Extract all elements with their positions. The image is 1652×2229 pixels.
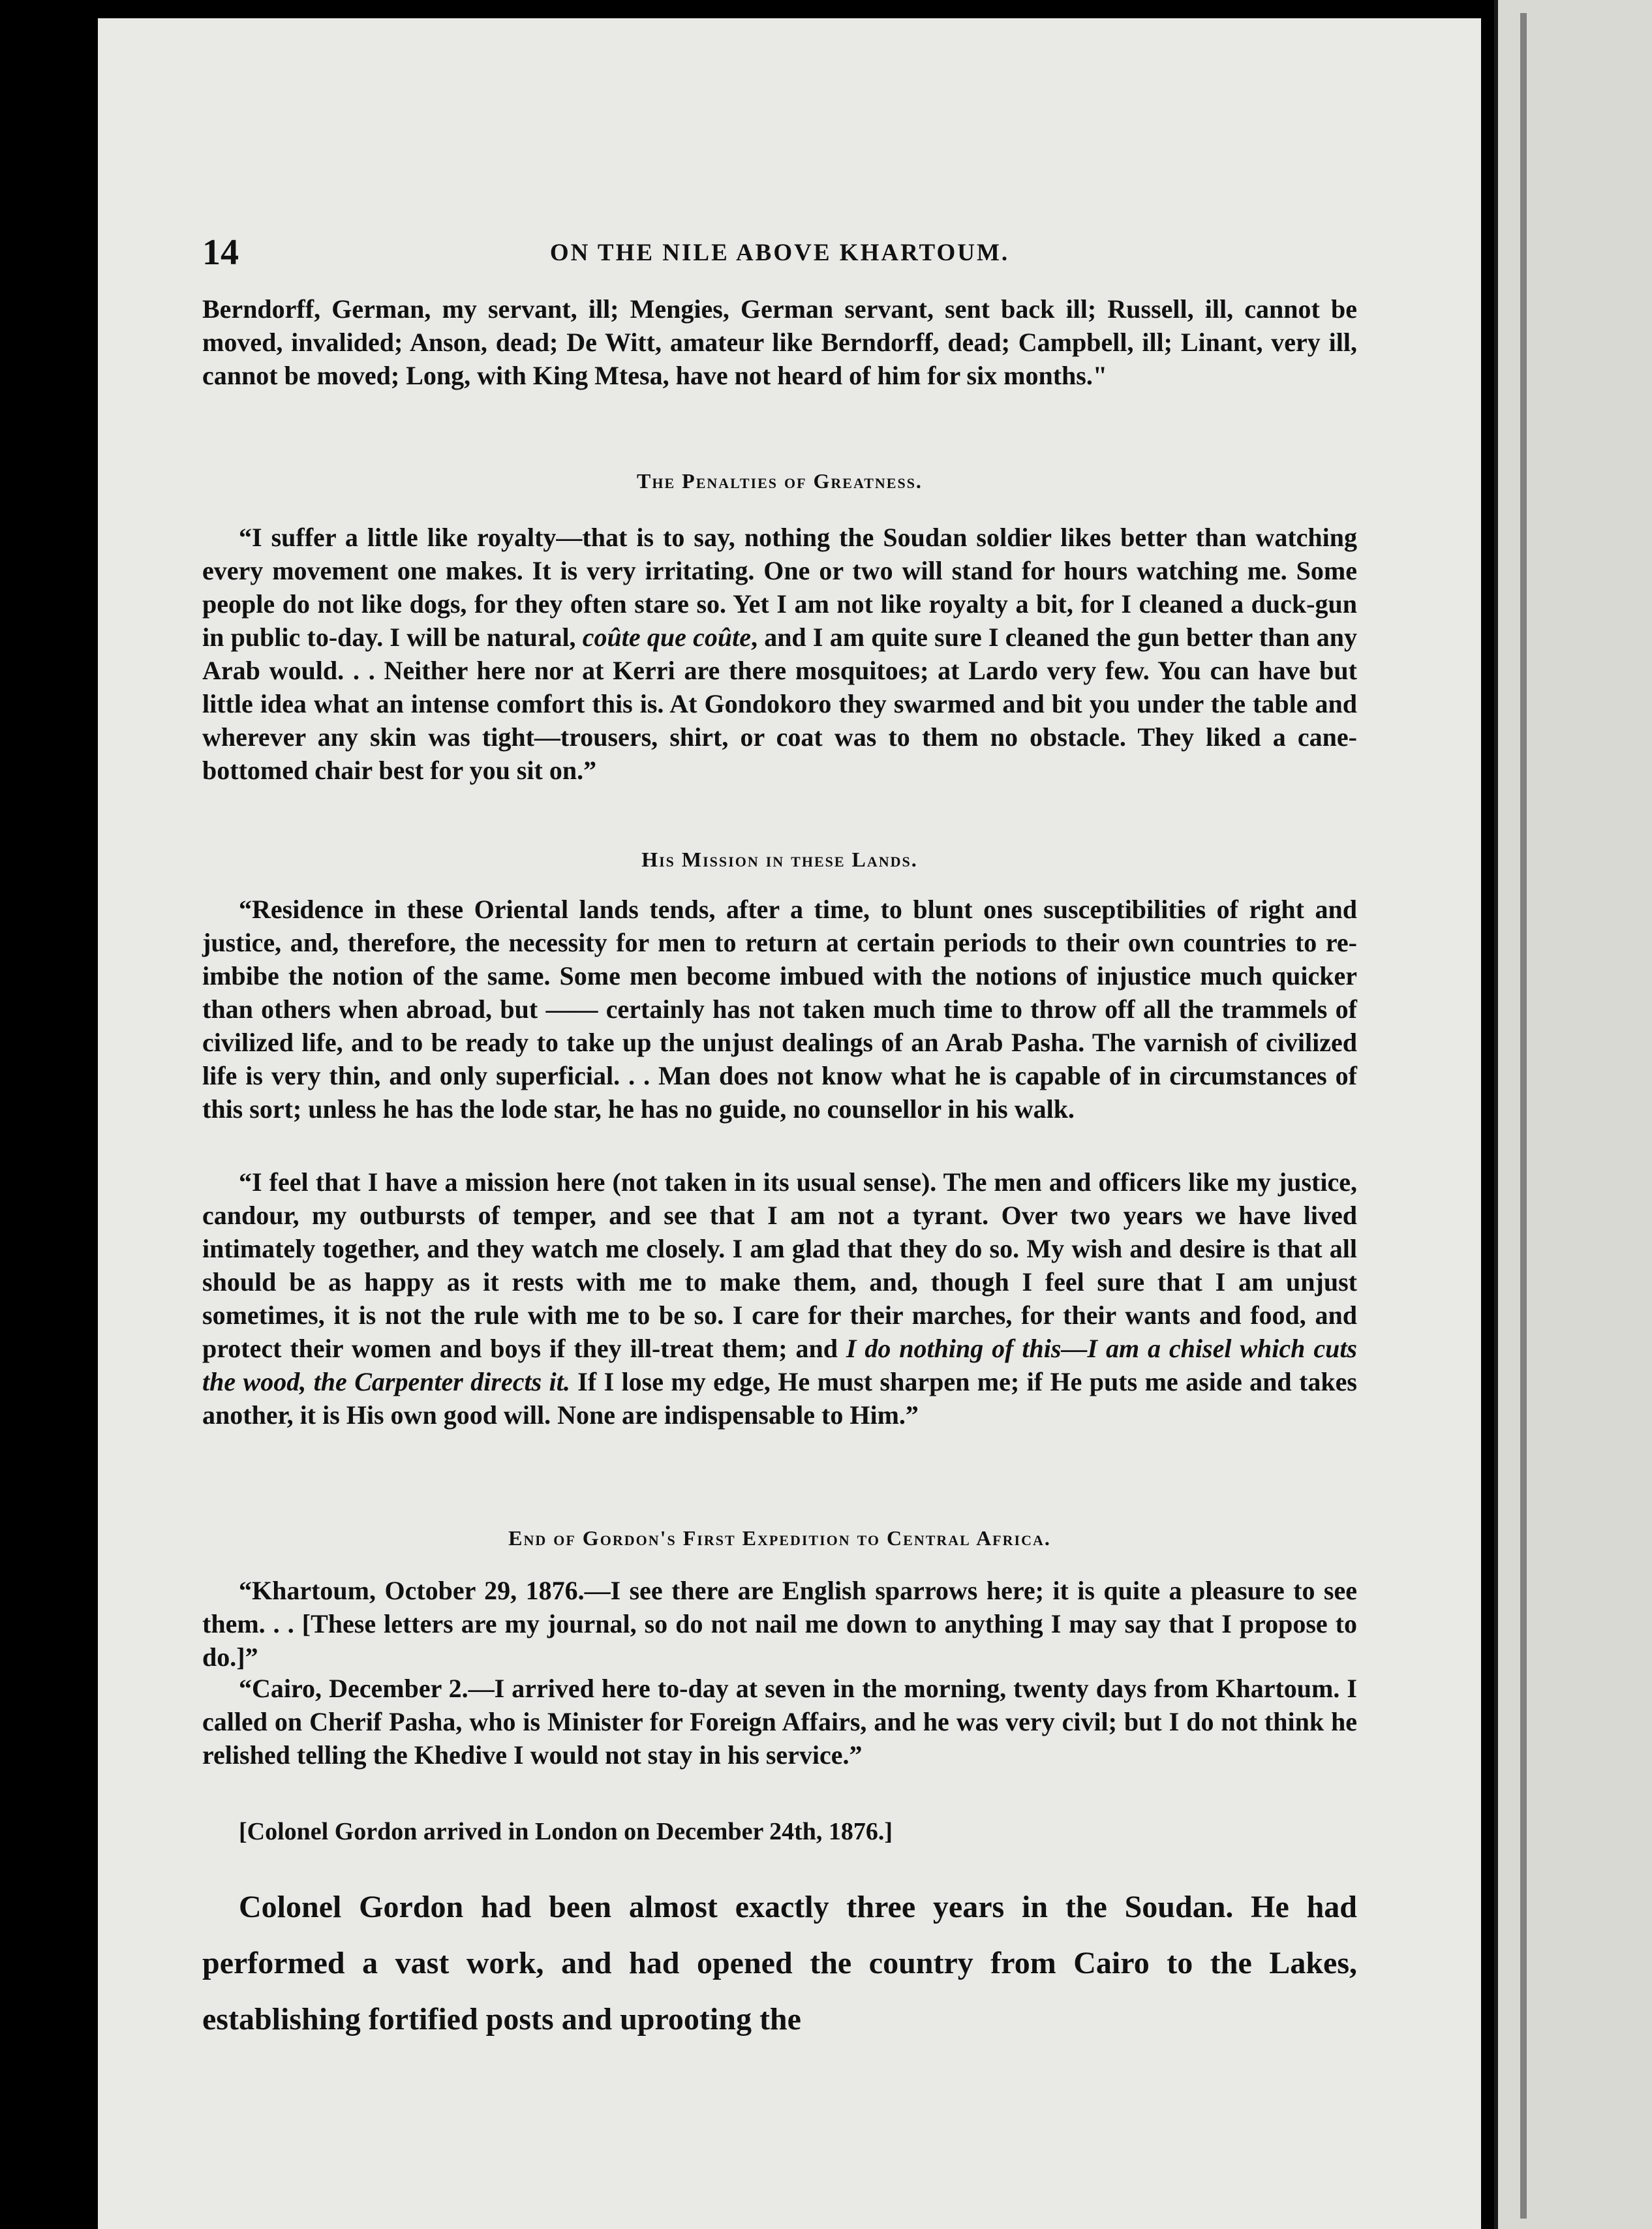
page-number: 14	[202, 232, 239, 273]
running-title: ON THE NILE ABOVE KHARTOUM.	[549, 239, 1010, 266]
closing-paragraph: Colonel Gordon had been almost exactly three years in the Soudan. He had performed a vast work, and had opened the country from Cairo to the Lakes, establishing fortified posts and uprooting the	[202, 1890, 1357, 2037]
paragraph-royalty-italic: coûte que coûte	[582, 623, 751, 652]
page-header	[202, 230, 1357, 275]
adjacent-page-edge	[1494, 0, 1652, 2229]
paragraph-mission-text-b: If I lose my edge, He must sharpen me; if He puts me aside and takes another, it is His own good will. None are indispensable to Him.”	[202, 1367, 1357, 1430]
paragraph-royalty-text-b: , and I am quite sure I cleaned the gun better than any Arab would. . . Neither here nor at Kerri are there mosquitoes; at Lardo very few. You can have but little idea what an intense comfort this is. At Gondokoro they swarmed and bit you under the table and wherever any skin was tight—trousers, shirt, or coat was to them no obstacle. They liked a cane-bottomed chair best for you sit on.”	[202, 623, 1358, 785]
paragraph-royalty	[202, 521, 1357, 787]
paragraph-mission-text-a: “I feel that I have a mission here (not taken in its usual sense). The men and officers like my justice, candour, my outbursts of temper, and see that I am not a tyrant. Over two years we have lived intimately together, and they watch me closely. I am glad that they do so. My wish and desire is that all should be as happy as it rests with me to make them, and, though I feel sure that I am unjust sometimes, it is not the rule with me to be so. I care for their marches, for their wants and food, and protect their women and boys if they ill-treat them; and	[202, 1167, 1357, 1363]
section-heading-mission: His Mission in these Lands.	[641, 848, 918, 871]
section-heading-penalties: The Penalties of Greatness.	[637, 469, 923, 493]
editorial-note: [Colonel Gordon arrived in London on December 24th, 1876.]	[239, 1818, 893, 1845]
paragraph-royalty-text-a: “I suffer a little like royalty—that is to say, nothing the Soudan soldier likes better than watching every movement one makes. It is very irritating. One or two will stand for hours watching me. Some people do not like dogs, for they often stare so. Yet I am not like royalty a bit, for I cleaned a duck-gun in public to-day. I will be natural,	[202, 523, 1357, 652]
page-content	[202, 0, 1370, 2229]
opening-paragraph: Berndorff, German, my servant, ill; Mengies, German servant, sent back ill; Russell, ill, cannot be moved, invalided; Anson, dead; De Witt, amateur like Berndorff, dead; Campbell, ill; Linant, very ill, cannot be moved; Long, with King Mtesa, have not heard of him for six months."	[202, 294, 1357, 390]
paragraph-cairo: “Cairo, December 2.—I arrived here to-day at seven in the morning, twenty days from Khartoum. I called on Cherif Pasha, who is Minister for Foreign Affairs, and he was very civil; but I do not think he relished telling the Khedive I would not stay in his service.”	[202, 1674, 1357, 1770]
paragraph-khartoum: “Khartoum, October 29, 1876.—I see there are English sparrows here; it is quite a pleasure to see them. . . [These letters are my journal, so do not nail me down to anything I may say that I propose to do.]”	[202, 1576, 1357, 1672]
paragraph-mission-italic: I do nothing of this—I am a chisel which cuts the wood, the Carpenter directs it.	[202, 1334, 1357, 1396]
paragraph-residence: “Residence in these Oriental lands tends, after a time, to blunt ones susceptibilities of right and justice, and, therefore, the necessity for men to return at certain periods to their own countries to re-imbibe the notion of the same. Some men become imbued with the notions of injustice much quicker than others when abroad, but —— certainly has not taken much time to throw off all the trammels of civilized life, and to be ready to take up the unjust dealings of an Arab Pasha. The varnish of civilized life is very thin, and only superficial. . . Man does not know what he is capable of in circumstances of this sort; unless he has the lode star, he has no guide, no counsellor in his walk.	[202, 895, 1357, 1124]
paragraph-mission	[202, 1165, 1357, 1432]
page-gutter-shadow	[1520, 13, 1527, 2219]
section-heading-end-expedition: End of Gordon's First Expedition to Central Africa.	[508, 1526, 1051, 1550]
